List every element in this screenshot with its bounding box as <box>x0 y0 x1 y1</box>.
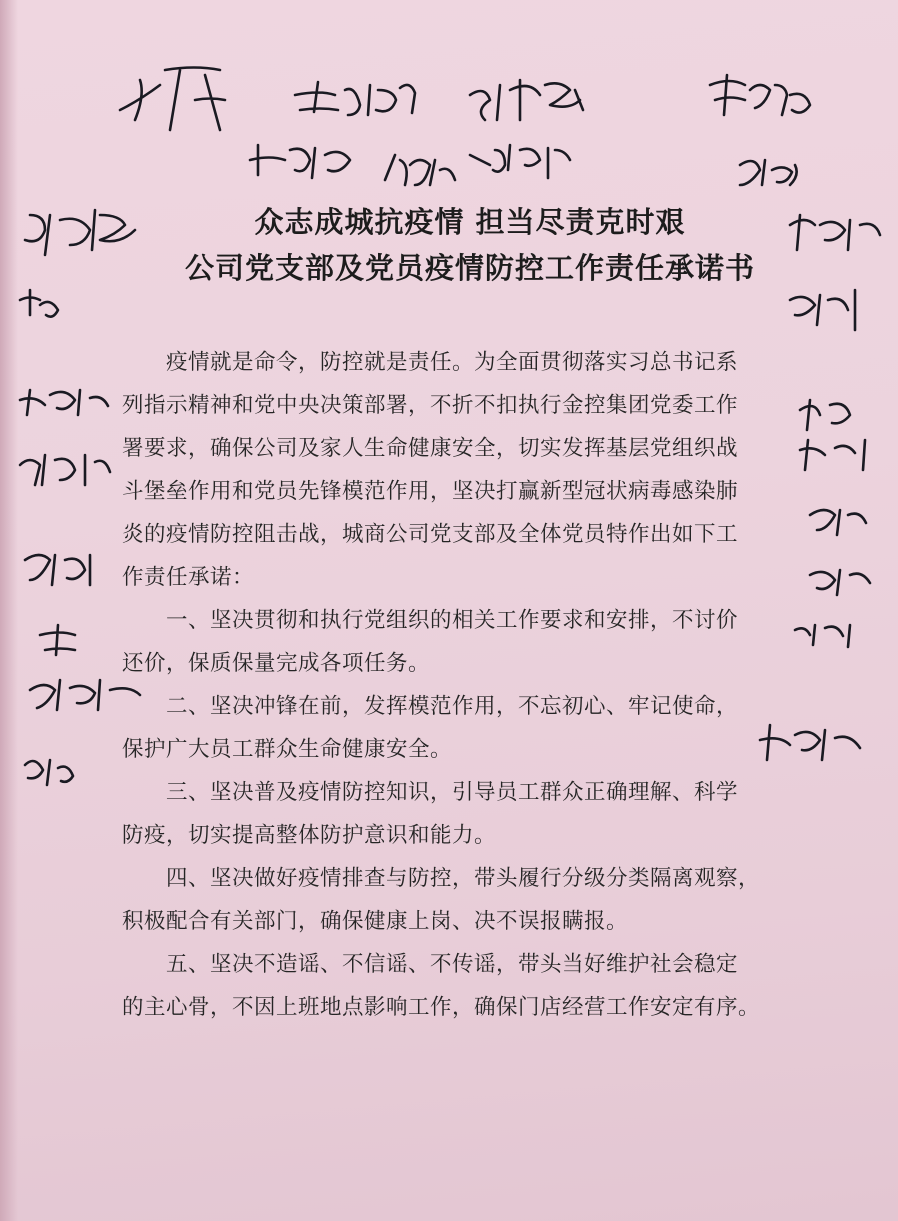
signature <box>810 510 866 535</box>
signature <box>810 570 870 595</box>
signature <box>20 455 110 485</box>
signature <box>760 725 860 760</box>
signature <box>740 160 797 185</box>
signature <box>710 75 810 115</box>
signature <box>40 625 75 655</box>
commitment-line: 四、坚决做好疫情排查与防控，带头履行分级分类隔离观察， <box>166 866 761 891</box>
intro-line: 作责任承诺： <box>122 565 255 590</box>
signature <box>295 82 415 115</box>
signature <box>250 145 350 178</box>
signature <box>800 400 850 430</box>
signature <box>30 680 140 710</box>
commitment-line: 二、坚决冲锋在前，发挥模范作用，不忘初心、牢记使命， <box>166 694 739 719</box>
commitment-line: 的主心骨，不因上班地点影响工作，确保门店经营工作安定有序。 <box>122 995 761 1020</box>
signature <box>385 155 455 185</box>
signature <box>20 390 108 415</box>
document-title-line2: 公司党支部及党员疫情防控工作责任承诺书 <box>184 251 755 285</box>
commitment-line: 积极配合有关部门，确保健康上岗、决不误报瞒报。 <box>122 909 629 934</box>
signature <box>800 440 865 470</box>
commitment-line: 三、坚决普及疫情防控知识，引导员工群众正确理解、科学 <box>166 780 739 805</box>
commitment-line: 还价，保质保量完成各项任务。 <box>122 651 431 676</box>
intro-line: 斗堡垒作用和党员先锋模范作用，坚决打赢新型冠状病毒感染肺 <box>122 479 739 504</box>
signature <box>25 555 90 585</box>
intro-line: 署要求，确保公司及家人生命健康安全，切实发挥基层党组织战 <box>122 436 739 461</box>
commitment-line: 五、坚决不造谣、不信谣、不传谣，带头当好维护社会稳定 <box>166 952 739 977</box>
signature <box>470 145 570 178</box>
intro-line: 列指示精神和党中央决策部署，不折不扣执行金控集团党委工作 <box>122 393 739 418</box>
commitment-line: 保护广大员工群众生命健康安全。 <box>122 737 453 762</box>
signature <box>25 210 135 255</box>
signature <box>795 625 850 647</box>
commitment-line: 一、坚决贯彻和执行党组织的相关工作要求和安排，不讨价 <box>166 608 739 633</box>
signature <box>20 290 58 317</box>
paper-shadow-edge <box>0 0 18 1221</box>
commitment-line: 防疫，切实提高整体防护意识和能力。 <box>122 823 497 848</box>
signature <box>470 80 583 120</box>
signature <box>790 290 855 330</box>
intro-line: 疫情就是命令，防控就是责任。为全面贯彻落实习总书记系 <box>166 350 739 375</box>
signature <box>120 68 225 131</box>
signature <box>25 760 73 785</box>
document-title-line1: 众志成城抗疫情 担当尽责克时艰 <box>254 205 686 239</box>
intro-line: 炎的疫情防控阻击战，城商公司党支部及全体党员特作出如下工 <box>122 522 739 547</box>
